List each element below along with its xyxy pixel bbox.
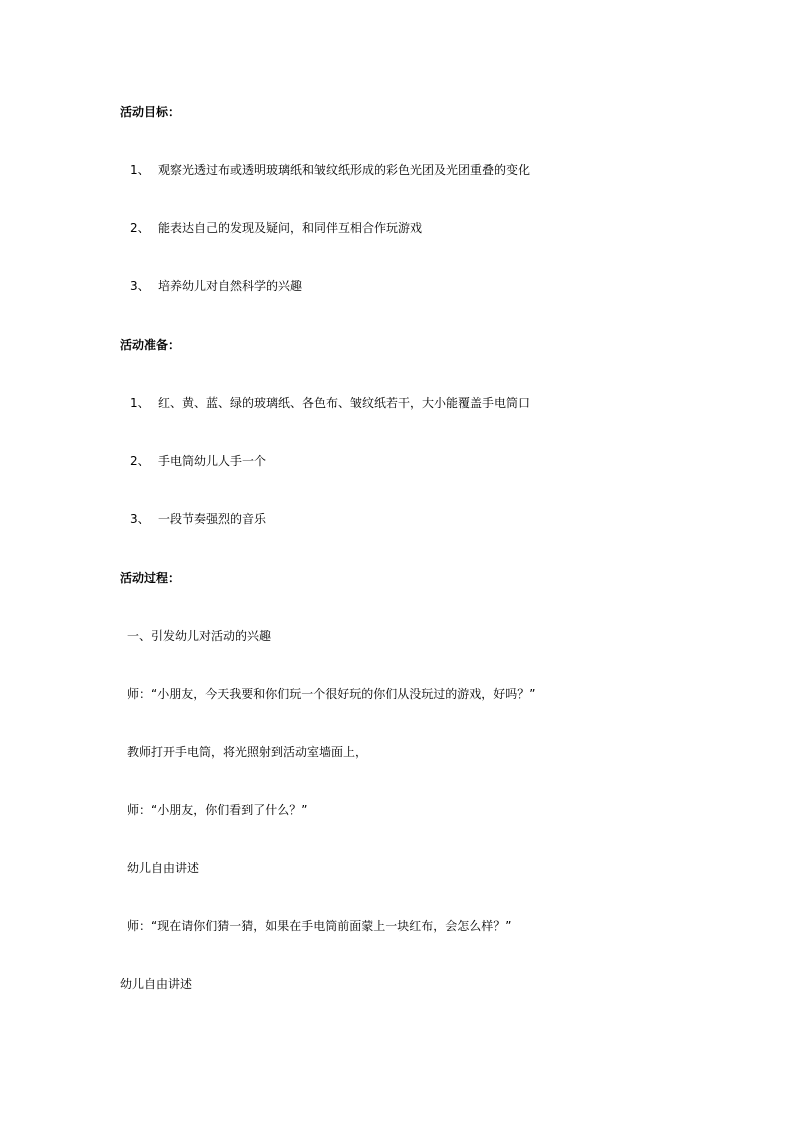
prep-item: [130, 396, 530, 410]
goal-item-text: 能表达自己的发现及疑问，和同伴互相合作玩游戏: [158, 221, 423, 235]
prep-heading: 活动准备：: [120, 338, 181, 352]
goal-item: [130, 163, 530, 177]
process-line: 教师打开手电筒，将光照射到活动室墙面上，: [127, 745, 368, 759]
goal-item-number: 1、: [130, 163, 150, 177]
prep-item-text: 红、黄、蓝、绿的玻璃纸、各色布、皱纹纸若干，大小能覆盖手电筒口: [158, 396, 531, 410]
goal-item-text: 培养幼儿对自然科学的兴趣: [158, 279, 303, 293]
process-heading: 活动过程：: [120, 571, 181, 585]
process-line: 一、引发幼儿对活动的兴趣: [127, 629, 272, 643]
goal-item: [130, 221, 422, 235]
goal-item: [130, 279, 302, 293]
goal-item-number: 3、: [130, 279, 150, 293]
prep-item: [130, 512, 266, 526]
prep-item: [130, 454, 266, 468]
goal-item-number: 2、: [130, 221, 150, 235]
process-line: 师：“现在请你们猜一猜，如果在手电筒前面蒙上一块红布，会怎么样？”: [127, 919, 512, 933]
goals-heading: 活动目标：: [120, 105, 181, 119]
prep-item-text: 一段节奏强烈的音乐: [158, 512, 267, 526]
prep-item-number: 1、: [130, 396, 150, 410]
goal-item-text: 观察光透过布或透明玻璃纸和皱纹纸形成的彩色光团及光团重叠的变化: [158, 163, 531, 177]
prep-item-number: 2、: [130, 454, 150, 468]
prep-item-text: 手电筒幼儿人手一个: [158, 454, 267, 468]
process-line: 幼儿自由讲述: [127, 861, 200, 875]
process-line: 师：“小朋友，今天我要和你们玩一个很好玩的你们从没玩过的游戏，好吗？”: [127, 687, 536, 701]
prep-item-number: 3、: [130, 512, 150, 526]
process-line: 师：“小朋友，你们看到了什么？”: [127, 803, 308, 817]
process-line: 幼儿自由讲述: [120, 977, 193, 991]
